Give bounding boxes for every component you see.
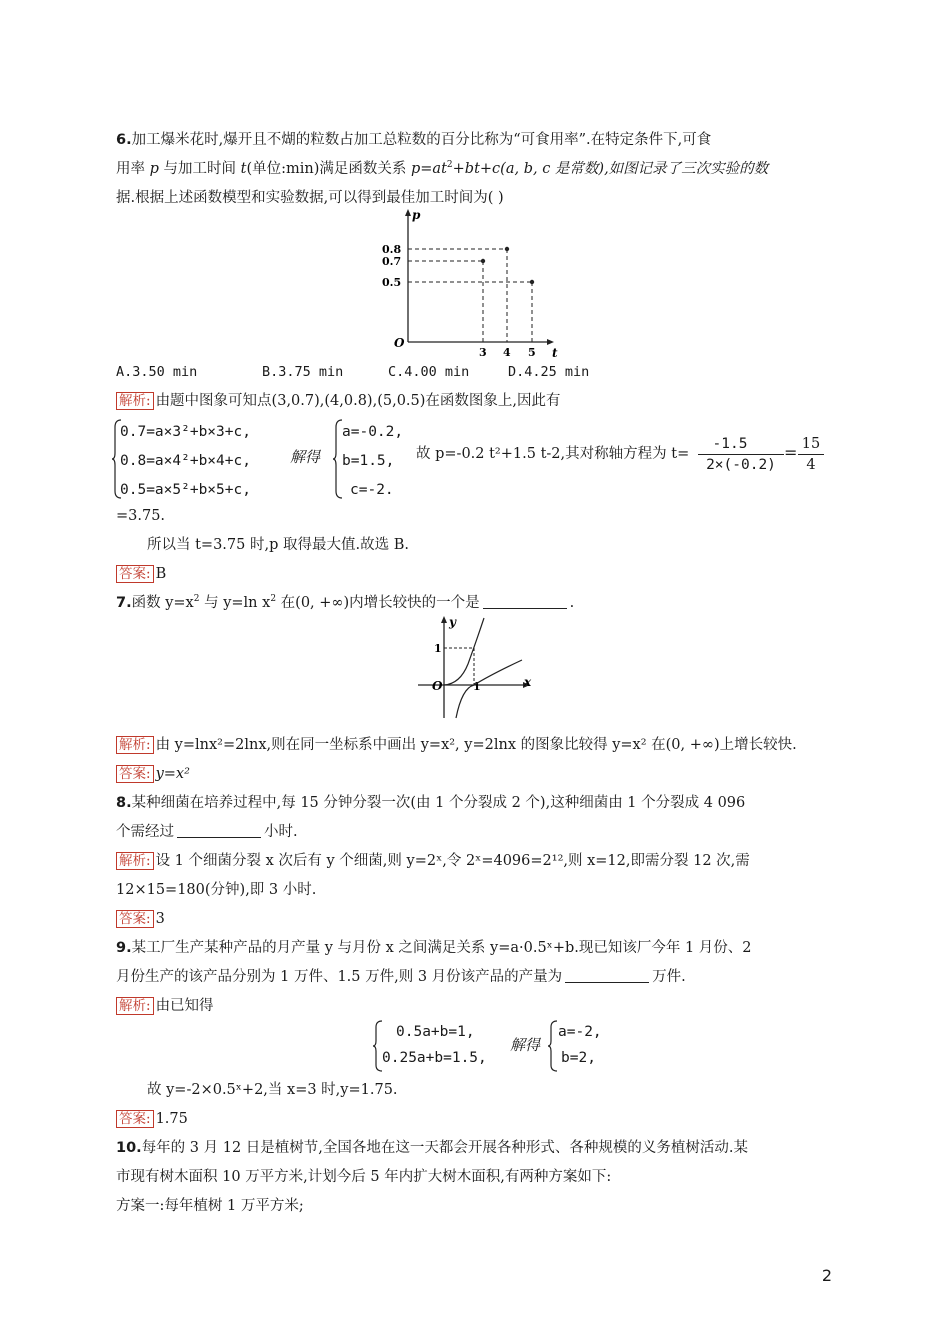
q7-number: 7. [116, 595, 132, 611]
q6-sys-row: 0.8=a×4²+b×4+c, [120, 453, 251, 469]
q6-graph [380, 205, 560, 357]
q9-answer: 1.75 [155, 1111, 188, 1127]
q6-ytick-05: 0.5 [382, 276, 402, 289]
q9-sol-brace [548, 1020, 558, 1072]
q8-answer-tag: 答案: [116, 910, 154, 928]
q6-answer-line [116, 560, 842, 588]
q7-text-a: 函数 y=x [131, 595, 194, 611]
q6-sol-row: b=1.5, [342, 453, 395, 469]
q6-sys-row: 0.7=a×3²+b×3+c, [120, 424, 251, 440]
q8-answer-line [116, 905, 842, 933]
q6-frac1 [698, 434, 784, 475]
q8-text-1: 某种细菌在培养过程中,每 15 分钟分裂一次(由 1 个分裂成 2 个),这种细菌由 1 个分裂成 4 096 [131, 795, 746, 811]
q8-analysis-tag: 解析: [116, 852, 154, 870]
q7-text-end: . [569, 595, 575, 611]
q8-stem-line1 [116, 789, 842, 817]
q6-option-b[interactable]: B.3.75 min [262, 364, 344, 380]
q8-text-2a: 个需经过 [116, 824, 174, 840]
q6-var-t: t [240, 161, 247, 177]
q8-number: 8. [116, 795, 132, 811]
q8-stem-line2 [116, 818, 842, 846]
q6-point-5 [530, 280, 534, 284]
q6-sys-row: 0.5=a×5²+b×5+c, [120, 482, 251, 498]
q10-stem-line2: 市现有树木面积 10 万平方米,计划今后 5 年内扩大树木面积,有两种方案如下: [116, 1169, 612, 1185]
q6-option-a[interactable]: A.3.50 min [116, 364, 198, 380]
q9-answer-tag: 答案: [116, 1110, 154, 1128]
q10-stem-line3: 方案一:每年植树 1 万平方米; [116, 1198, 304, 1214]
page-number: 2 [821, 1266, 832, 1285]
q7-ytick: 1 [434, 642, 442, 655]
q6-jiede: 解得 [290, 448, 321, 466]
q6-frac2-num: 15 [801, 436, 821, 452]
q7-text-b: 与 y=ln x [199, 595, 271, 611]
q6-sys [120, 418, 251, 505]
q9-number: 9. [116, 940, 132, 956]
q6-stem-line2: 用率 p 与加工时间 t(单位:min)满足函数关系 $p=at^2+bt+c(a$, b, c 是常数),如图记录了三次实验的数 [116, 160, 769, 177]
q7-analysis-tag: 解析: [116, 736, 154, 754]
q6-xtick-5: 5 [528, 346, 536, 357]
q6-option-c[interactable]: C.4.00 min [388, 364, 470, 380]
q6-x-label: t [552, 346, 558, 357]
q9-answer-line [116, 1105, 842, 1133]
q6-ytick-07: 0.7 [382, 255, 402, 268]
q6-conclusion: 所以当 t=3.75 时,p 取得最大值.故选 B. [147, 537, 409, 553]
q7-stem: 7.函数 $y=x^2$ 与 y=ln $x^2$ 在(0, +∞)内增长较快的一个是 . [116, 594, 575, 611]
q6-text-2b: 与加工时间 [158, 161, 241, 177]
q8-analysis-line2: 12×15=180(分钟),即 3 小时. [116, 882, 317, 898]
q9-blank[interactable] [565, 966, 649, 983]
q9-sol-row: a=-2, [558, 1024, 602, 1040]
q7-answer: y=x² [155, 766, 190, 782]
q10-stem-line1 [116, 1134, 842, 1162]
q6-ytick-08: 0.8 [382, 243, 402, 256]
q6-after-sys: 故 p=-0.2 t²+1.5 t-2,其对称轴方程为 t= [416, 446, 690, 462]
q6-stem-line3: 据.根据上述函数模型和实验数据,可以得到最佳加工时间为( ) [116, 190, 504, 206]
q8-answer: 3 [155, 911, 165, 927]
q6-answer-tag: 答案: [116, 565, 154, 583]
q6-analysis-tag: 解析: [116, 392, 154, 410]
q7-answer-tag: 答案: [116, 765, 154, 783]
q9-jiede: 解得 [510, 1036, 541, 1054]
q9-sys-row: 0.5a+b=1, [396, 1024, 475, 1040]
q7-blank[interactable] [483, 592, 567, 609]
q6-origin: O [394, 336, 405, 350]
q6-analysis-text: 由题中图象可知点(3,0.7),(4,0.8),(5,0.5)在函数图象上,因此有 [155, 393, 561, 409]
q7-origin: O [432, 679, 443, 693]
q6-y-label: p [412, 208, 421, 222]
q7-x-label: x [524, 675, 532, 689]
q10-number: 10. [116, 1140, 142, 1156]
q6-xtick-3: 3 [479, 346, 487, 357]
q8-analysis-1: 设 1 个细菌分裂 x 次后有 y 个细菌,则 y=2ˣ,令 2ˣ=4096=2¹²,则 x=12,即需分裂 12 次,需 [155, 853, 750, 869]
q6-frac1-den: 2×(-0.2) [706, 457, 776, 473]
q8-text-2b: 小时. [264, 824, 298, 840]
q9-stem-line1 [116, 934, 842, 962]
q9-sys [382, 1019, 487, 1071]
q9-stem-line2 [116, 963, 842, 991]
q7-y-label: y [449, 615, 456, 629]
q6-sol [342, 418, 403, 505]
q6-eq: = [784, 443, 798, 462]
q9-sol-row: b=2, [561, 1050, 596, 1066]
q9-analysis-line2: 故 y=-2×0.5ˣ+2,当 x=3 时,y=1.75. [147, 1082, 398, 1098]
q9-text-2a: 月份生产的该产品分别为 1 万件、1.5 万件,则 3 月份该产品的产量为 [116, 969, 563, 985]
q6-var-p: p [149, 161, 159, 177]
q6-sol-row: c=-2. [350, 482, 394, 498]
q6-frac1-num: -1.5 [712, 436, 748, 452]
q7-answer-line [116, 760, 842, 788]
q7-text-c: 在(0, +∞)内增长较快的一个是 [276, 595, 480, 611]
q9-analysis-line1 [116, 992, 842, 1020]
q6-answer: B [155, 566, 167, 582]
q6-number: 6. [116, 132, 132, 148]
q7-graph [412, 612, 536, 722]
q6-frac2-den: 4 [806, 457, 816, 473]
q6-sol-row: a=-0.2, [342, 424, 404, 440]
q6-option-d[interactable]: D.4.25 min [508, 364, 590, 380]
q6-text-2c: (单位:min)满足函数关系 [246, 161, 411, 177]
q6-text-1: 加工爆米花时,爆开且不煳的粒数占加工总粒数的百分比称为“可食用率”.在特定条件下,可食 [131, 132, 712, 148]
q6-frac2 [798, 434, 824, 475]
q10-text-1: 每年的 3 月 12 日是植树节,全国各地在这一天都会开展各种形式、各种规模的义务植树活动.某 [141, 1140, 749, 1156]
q9-text-2b: 万件. [652, 969, 686, 985]
q6-result: =3.75. [116, 508, 166, 524]
q6-point-4 [505, 247, 509, 251]
q9-analysis-1: 由已知得 [155, 998, 214, 1014]
q9-analysis-tag: 解析: [116, 997, 154, 1015]
q8-analysis-line1 [116, 847, 842, 875]
q6-xtick-4: 4 [503, 346, 511, 357]
q6-analysis-line1 [116, 387, 842, 415]
q6-text-2d: +bt+c(a, b, c 是常数),如图记录了三次实验的数 [452, 161, 769, 177]
q6-stem-line1 [116, 126, 842, 154]
q7-analysis-line [116, 731, 842, 759]
q9-sol [558, 1019, 602, 1071]
q6-formula: p=at [411, 161, 447, 177]
q6-point-3 [481, 259, 485, 263]
q7-xtick: 1 [473, 680, 481, 693]
q7-analysis: 由 y=lnx²=2lnx,则在同一坐标系中画出 y=x², y=2lnx 的图象比较得 y=x² 在(0, +∞)上增长较快. [155, 737, 797, 753]
q9-text-1: 某工厂生产某种产品的月产量 y 与月份 x 之间满足关系 y=a·0.5ˣ+b.现已知该厂今年 1 月份、2 [131, 940, 752, 956]
q8-blank[interactable] [177, 821, 261, 838]
q9-sys-row: 0.25a+b=1.5, [382, 1050, 487, 1066]
q6-text-2a: 用率 [116, 161, 150, 177]
